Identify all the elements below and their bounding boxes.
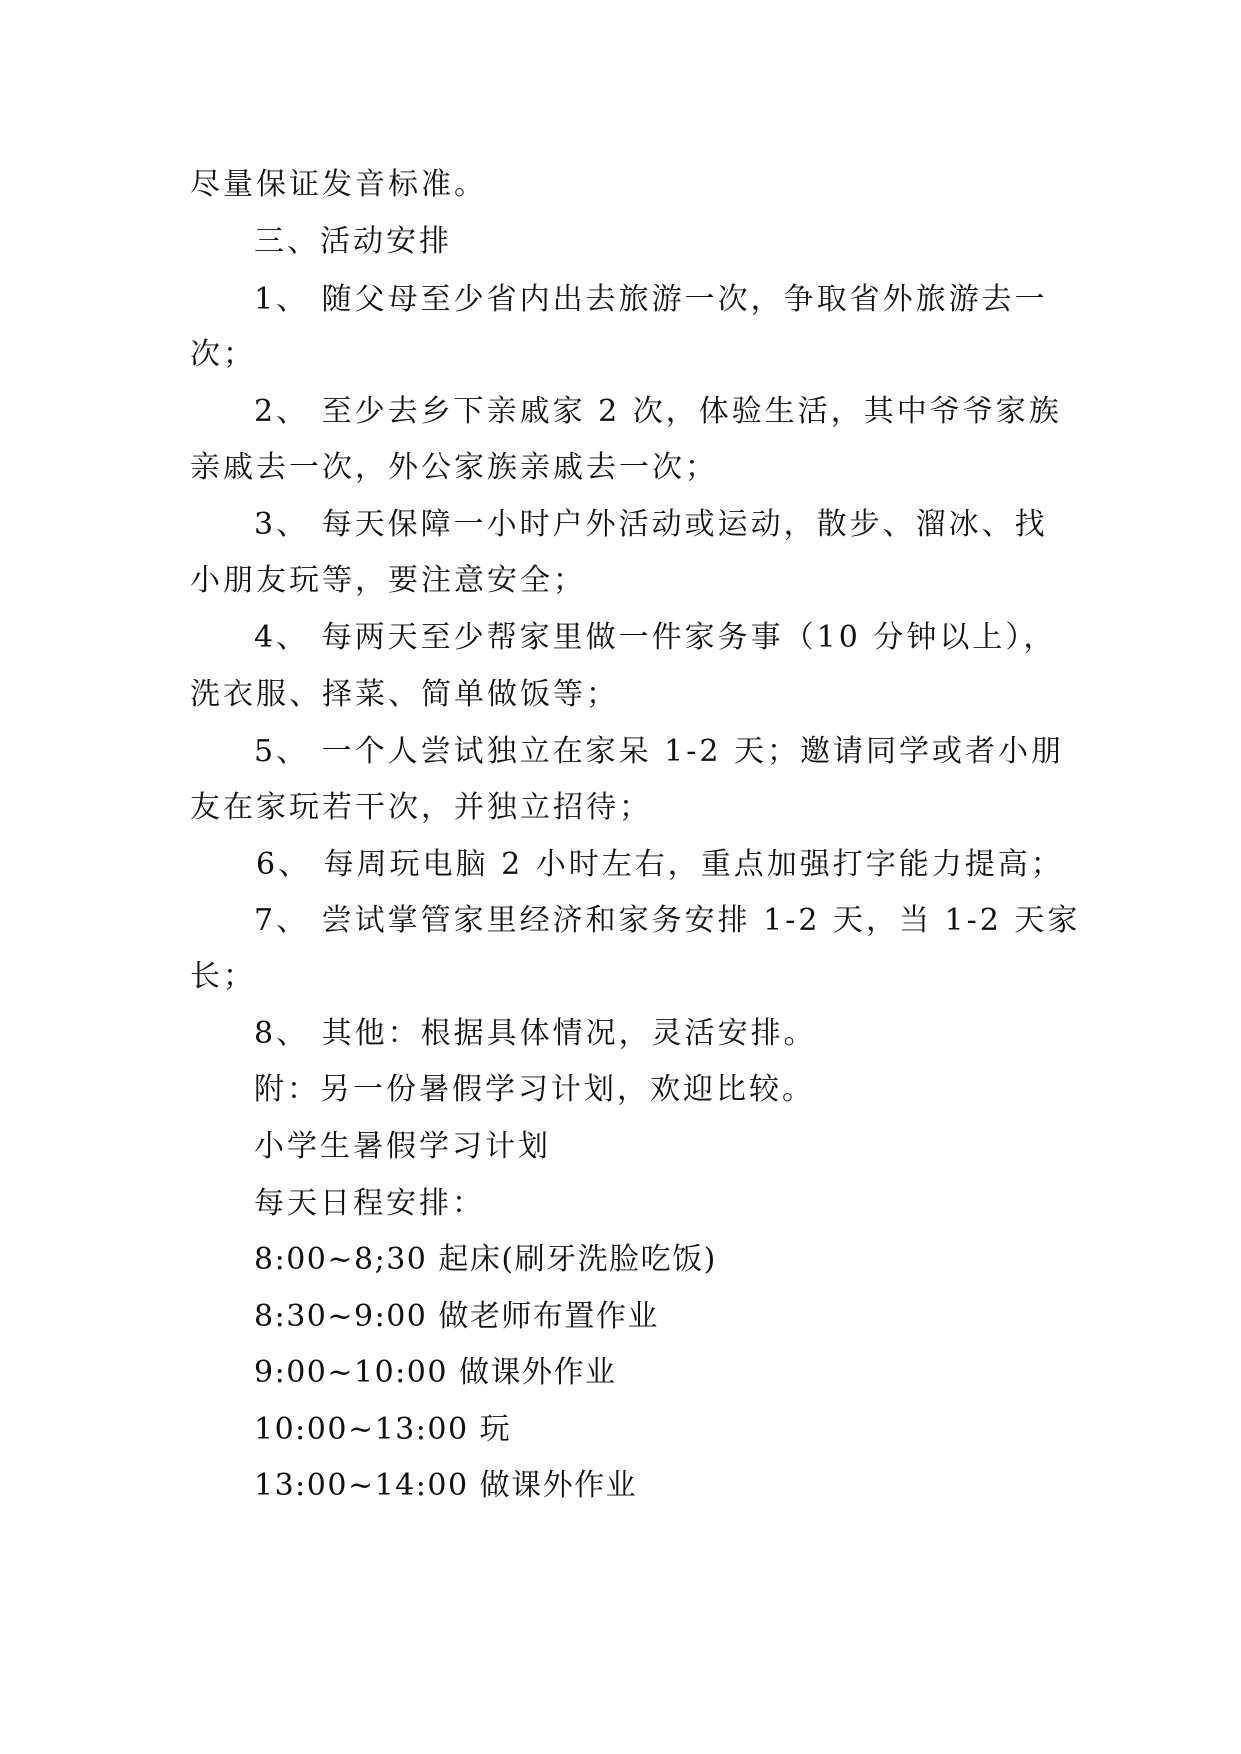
- schedule-item: 9:00~10:00 做课外作业: [254, 1355, 617, 1390]
- appendix-note: 附：另一份暑假学习计划，欢迎比较。: [254, 1072, 815, 1107]
- section-heading: 三、活动安排: [254, 224, 452, 259]
- plan-title: 小学生暑假学习计划: [254, 1129, 551, 1164]
- list-item-7-cont: 长；: [190, 959, 256, 994]
- list-item-6: 6、 每周玩电脑 2 小时左右，重点加强打字能力提高；: [256, 847, 1064, 882]
- schedule-heading: 每天日程安排：: [254, 1186, 485, 1221]
- list-item-1-cont: 次；: [190, 337, 256, 372]
- schedule-item: 10:00~13:00 玩: [254, 1412, 512, 1447]
- list-item-5-cont: 友在家玩若干次，并独立招待；: [190, 790, 652, 825]
- schedule-item: 8:30~9:00 做老师布置作业: [254, 1299, 659, 1334]
- list-item-7: 7、 尝试掌管家里经济和家务安排 1-2 天，当 1-2 天家: [254, 903, 1081, 938]
- list-item-3-cont: 小朋友玩等，要注意安全；: [190, 563, 586, 598]
- schedule-item: 13:00~14:00 做课外作业: [254, 1468, 638, 1503]
- schedule-item: 8:00~8;30 起床(刷牙洗脸吃饭): [254, 1242, 717, 1277]
- list-item-3: 3、 每天保障一小时户外活动或运动，散步、溜冰、找: [254, 507, 1048, 542]
- list-item-2: 2、 至少去乡下亲戚家 2 次，体验生活，其中爷爷家族: [254, 394, 1062, 429]
- list-item-4-cont: 洗衣服、择菜、简单做饭等；: [190, 677, 619, 712]
- list-item-2-cont: 亲戚去一次，外公家族亲戚去一次；: [190, 450, 718, 485]
- paragraph-line: 尽量保证发音标准。: [190, 167, 487, 202]
- list-item-8: 8、 其他：根据具体情况，灵活安排。: [254, 1016, 817, 1051]
- list-item-4: 4、 每两天至少帮家里做一件家务事（10 分钟以上），: [254, 620, 1057, 655]
- list-item-1: 1、 随父母至少省内出去旅游一次，争取省外旅游去一: [254, 282, 1048, 317]
- list-item-5: 5、 一个人尝试独立在家呆 1-2 天；邀请同学或者小朋: [254, 734, 1065, 769]
